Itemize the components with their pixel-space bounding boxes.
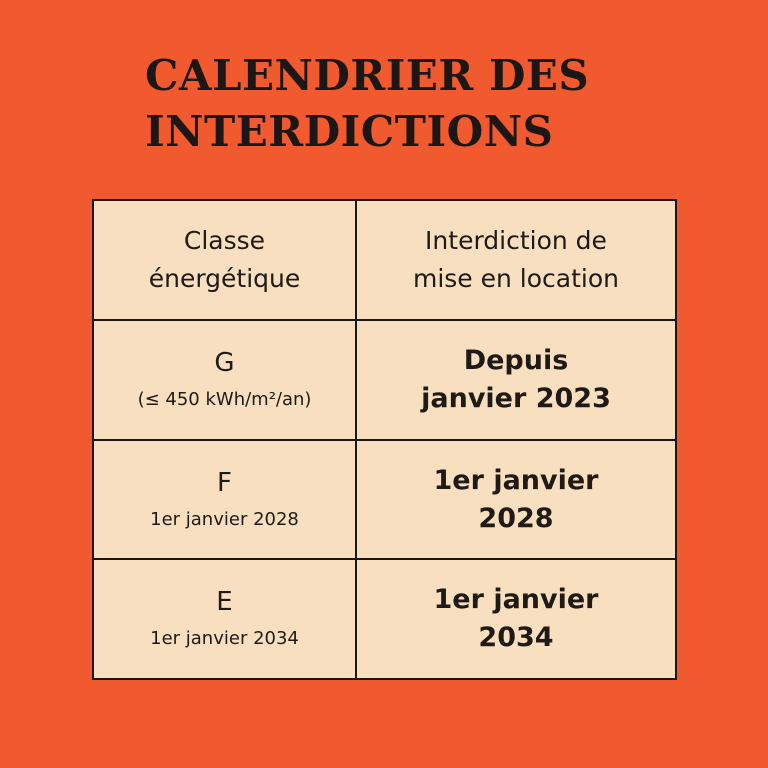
class-letter: E [216,587,233,617]
table-row-ban-cell [357,441,675,560]
header-rental-ban-line-2: mise en location [412,264,620,293]
class-detail: 1er janvier 2028 [150,508,299,530]
title-line-1: CALENDRIER DES [145,51,590,100]
title-line-2: INTERDICTIONS [145,107,554,156]
class-detail: 1er janvier 2034 [150,628,299,649]
ban-date-line-1: 1er janvier [433,464,599,496]
table-row-class-cell [94,441,357,560]
header-rental-ban-line-1: Interdiction de [425,226,607,255]
class-letter: F [217,467,232,498]
page-title [145,48,589,160]
class-letter: G [214,348,235,378]
ban-date-line-1: 1er janvier [433,584,599,615]
header-energy-class-line-2: énergétique [148,264,301,293]
ban-schedule-table [92,199,677,680]
ban-date-line-2: 2034 [478,622,554,653]
ban-date-line-1: Depuis [463,345,569,376]
class-detail: (≤ 450 kWh/m²/an) [137,389,312,410]
header-energy-class [94,201,357,321]
table-row-ban-cell [357,321,675,441]
table-row-class-cell [94,321,357,441]
header-rental-ban [357,201,675,321]
ban-date-line-2: 2028 [478,502,554,534]
table-row-ban-cell [357,560,675,678]
ban-date-line-2: janvier 2023 [421,383,611,414]
header-energy-class-line-1: Classe [183,226,266,255]
table-row-class-cell [94,560,357,678]
